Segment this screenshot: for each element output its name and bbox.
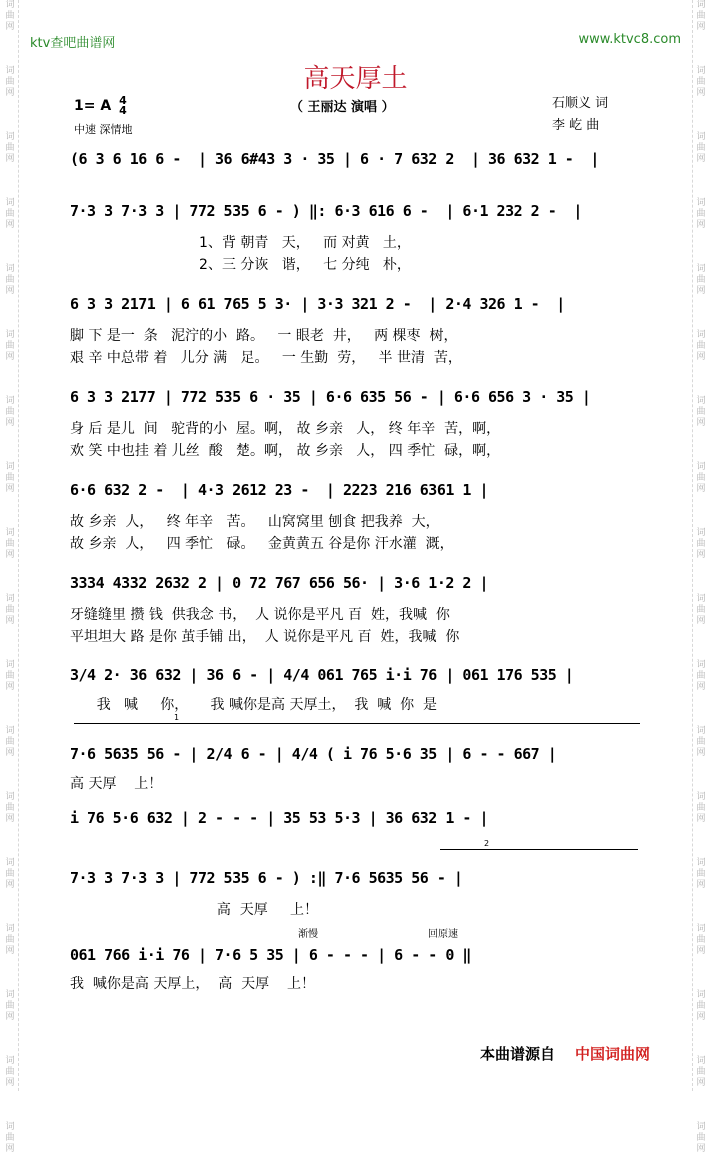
volta-1-label: 1 [174,713,180,722]
tempo-annotation-slow: 渐慢 [298,929,318,940]
score-row-4-notes: 6 3 3 2177 | 772 535 6 · 35 | 6·6 635 56 - | 6·6 656 3 · 35 | [70,388,591,406]
side-watermark-left: 词 曲 网 词 曲 网 词 曲 网 词 曲 网 词 曲 网 词 曲 网 词 曲 网 词 曲 网 词 曲 网 词 曲 网 词 曲 网 词 曲 网 词 曲 网 词 曲 网 词 曲 网 词 曲 网 词 曲 网 词 曲 网 [2,0,19,1091]
tempo-annotation-return: 回原速 [428,929,458,940]
volta-bracket-1 [74,713,640,724]
score-row-6-lyric-2: 平坦坦大 路 是你 茧手铺 出， 人 说你是平凡 百 姓，我喊 你 [70,629,460,645]
composer-credit: 李 屹 曲 [552,118,600,133]
source-label: 本曲谱源自 [480,1045,556,1063]
score-row-2-lyric-2: 2、三 分诙 谐， 七 分纯 朴， [70,257,411,273]
key-signature [74,96,127,116]
score-row-2-notes: 7·3 3 7·3 3 | 772 535 6 - ) ‖: 6·3 616 6 - | 6·1 232 2 - | [70,202,582,220]
score-row-4-lyric-2: 欢 笑 中也挂 着 儿丝 酸 楚。啊， 故 乡亲 人， 四 季忙 碌，啊， [70,443,501,459]
score-row-5-lyric-1: 故 乡亲 人， 终 年辛 苦。 山窝窝里 刨食 把我养 大， [70,514,440,530]
score-row-7-lyric-1: 我 喊 你， 我 喊你是高 天厚土， 我 喊 你 是 [70,697,438,713]
score-row-1-notes: (6 3 6 16 6 - | 36 6#43 3 · 35 | 6 · 7 632 2 | 36 632 1 - | [70,150,599,168]
score-row-7-notes: 3/4 2· 36 632 | 36 6 - | 4/4 061 765 i·i 76 | 061 176 535 | [70,666,574,684]
score-row-10-lyric-1: 高 天厚 上！ [70,902,319,918]
time-bottom: 4 [119,104,127,117]
singer-credit: （ 王丽达 演唱 ） [290,100,395,115]
score-row-11-lyric-1: 我 喊你是高 天厚上， 高 天厚 上！ [70,976,315,992]
score-row-6-notes: 3334 4332 2632 2 | 0 72 767 656 56· | 3·6 1·2 2 | [70,574,489,592]
score-row-10-notes: 7·3 3 7·3 3 | 772 535 6 - ) :‖ 7·6 5635 56 - | [70,869,463,887]
score-row-11-notes: 061 766 i·i 76 | 7·6 5 35 | 6 - - - | 6 - - 0 ‖ [70,946,471,964]
score-row-8-notes: 7·6 5635 56 - | 2/4 6 - | 4/4 ( i 76 5·6 35 | 6 - - 667 | [70,745,557,763]
score-row-3-lyric-1: 脚 下 是一 条 泥泞的小 路。 一 眼老 井， 两 棵枣 树， [70,328,458,344]
lyricist-credit: 石顺义 词 [552,96,609,111]
score-row-8-lyric-1: 高 天厚 上！ [70,776,163,792]
score-row-3-lyric-2: 艰 辛 中总带 着 儿分 满 足。 一 生勤 劳， 半 世清 苦， [70,350,462,366]
watermark-site-left: ktv查吧曲谱网 [30,36,116,51]
side-watermark-right: 词 曲 网 词 曲 网 词 曲 网 词 曲 网 词 曲 网 词 曲 网 词 曲 网 词 曲 网 词 曲 网 词 曲 网 词 曲 网 词 曲 网 词 曲 网 词 曲 网 词 曲 网 词 曲 网 词 曲 网 词 曲 网 [692,0,709,1091]
score-row-4-lyric-1: 身 后 是儿 间 驼背的小 屋。啊， 故 乡亲 人， 终 年辛 苦，啊， [70,421,501,437]
score-row-2-lyric-1: 1、背 朝青 天， 而 对黄 土， [70,235,411,251]
source-site-link[interactable]: 中国词曲网 [575,1045,651,1063]
song-title: 高天厚土 [303,64,408,94]
time-top: 4 [119,94,127,107]
tempo-marking: 中速 深情地 [74,123,133,136]
volta-bracket-2 [440,839,638,850]
score-row-5-notes: 6·6 632 2 - | 4·3 2612 23 - | 2223 216 6361 1 | [70,481,489,499]
key-label: 1= A [74,98,112,114]
time-signature [119,96,127,116]
source-credit [480,1043,650,1064]
volta-2-label: 2 [484,839,490,848]
score-row-6-lyric-1: 牙缝缝里 攒 钱 供我念 书， 人 说你是平凡 百 姓，我喊 你 [70,607,450,623]
score-row-5-lyric-2: 故 乡亲 人， 四 季忙 碌。 金黄黄五 谷是你 汗水灌 溉， [70,536,454,552]
score-row-3-notes: 6 3 3 2171 | 6 61 765 5 3· | 3·3 321 2 - | 2·4 326 1 - | [70,295,565,313]
score-row-9-notes: i 76 5·6 632 | 2 - - - | 35 53 5·3 | 36 632 1 - | [70,809,489,827]
watermark-url-right: www.ktvc8.com [578,32,681,47]
